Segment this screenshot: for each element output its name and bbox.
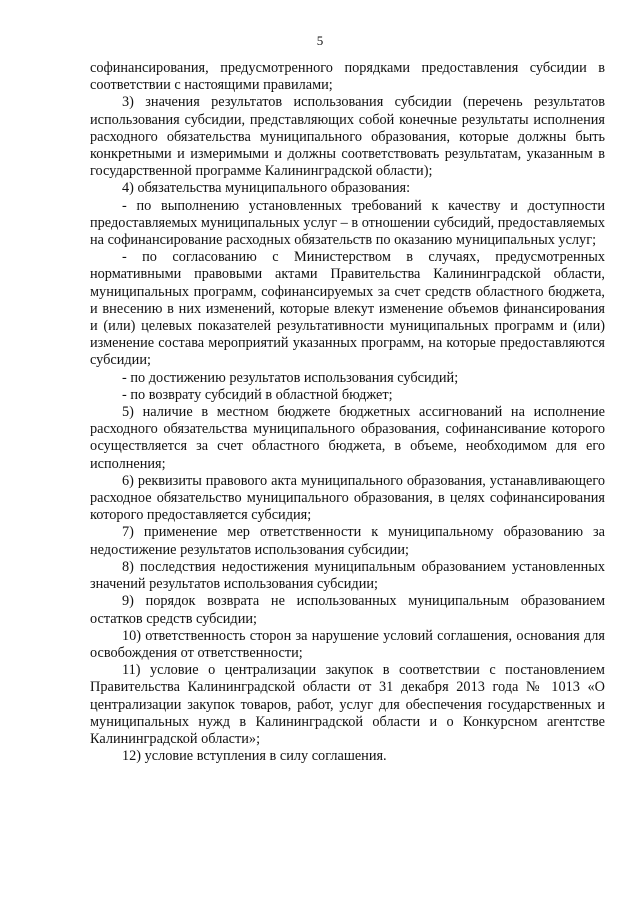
paragraph-obligation-approval: - по согласованию с Министерством в случаях, предусмотренных нормативными правовыми актами Правительства Калининградской области, муниципальных программ, софинансируемых за счет средств областного бюджета, и внесению в них изменений, которые влекут изменение объемов финансирования и (или) целевых показателей результативности муниципальных программ и (или) изменение состава мероприятий указанных программ, на которые предоставляются субсидии; [90, 249, 605, 369]
paragraph-obligation-quality: - по выполнению установленных требований к качеству и доступности предоставляемых муниципальных услуг – в отношении субсидий, предоставляемых на софинансирование расходных обязательств по оказанию муниципальных услуг; [90, 197, 605, 249]
paragraph-item-3: 3) значения результатов использования субсидии (перечень результатов использования субсидии, представляющих собой конечные результаты исполнения расходного обязательства муниципального образования, которые должны быть конкретными и измеримыми и должны соответствовать результатам, указанным в государственной программе Калининградской области); [90, 94, 605, 180]
paragraph-item-4: 4) обязательства муниципального образования: [122, 180, 411, 197]
paragraph-item-11: 11) условие о централизации закупок в соответствии с постановлением Правительства Калининградской области от 31 декабря 2013 года № 1013 «О централизации закупок товаров, работ, услуг для обеспечения государственных и муниципальных нужд в Калининградской области и о Конкурсном агентстве Калининградской области»; [90, 662, 605, 747]
paragraph-continuation: софинансирования, предусмотренного порядками предоставления субсидии в соответствии с настоящими правилами; [90, 60, 605, 94]
paragraph-item-8: 8) последствия недостижения муниципальным образованием установленных значений результатов использования субсидии; [90, 558, 605, 593]
paragraph-obligation-return: - по возврату субсидий в областной бюджет; [122, 386, 393, 403]
paragraph-item-7: 7) применение мер ответственности к муниципальному образованию за недостижение результатов использования субсидии; [90, 524, 605, 558]
document-body [90, 60, 605, 765]
paragraph-item-9: 9) порядок возврата не использованных муниципальным образованием остатков средств субсидии; [90, 593, 605, 627]
paragraph-item-6: 6) реквизиты правового акта муниципального образования, устанавливающего расходное обязательство муниципального образования, в целях софинансирования которого предоставляется субсидия; [90, 472, 605, 524]
page-number: 5 [316, 33, 324, 48]
paragraph-obligation-results: - по достижению результатов использования субсидий; [122, 369, 459, 386]
paragraph-item-10: 10) ответственность сторон за нарушение условий соглашения, основания для освобождения от ответственности; [90, 627, 605, 661]
paragraph-item-5: 5) наличие в местном бюджете бюджетных ассигнований на исполнение расходного обязательства муниципального образования, софинансивание которого осуществляется за счет областного бюджета, в объеме, необходимом для его исполнения; [90, 404, 605, 472]
paragraph-item-12: 12) условие вступления в силу соглашения. [122, 748, 387, 765]
